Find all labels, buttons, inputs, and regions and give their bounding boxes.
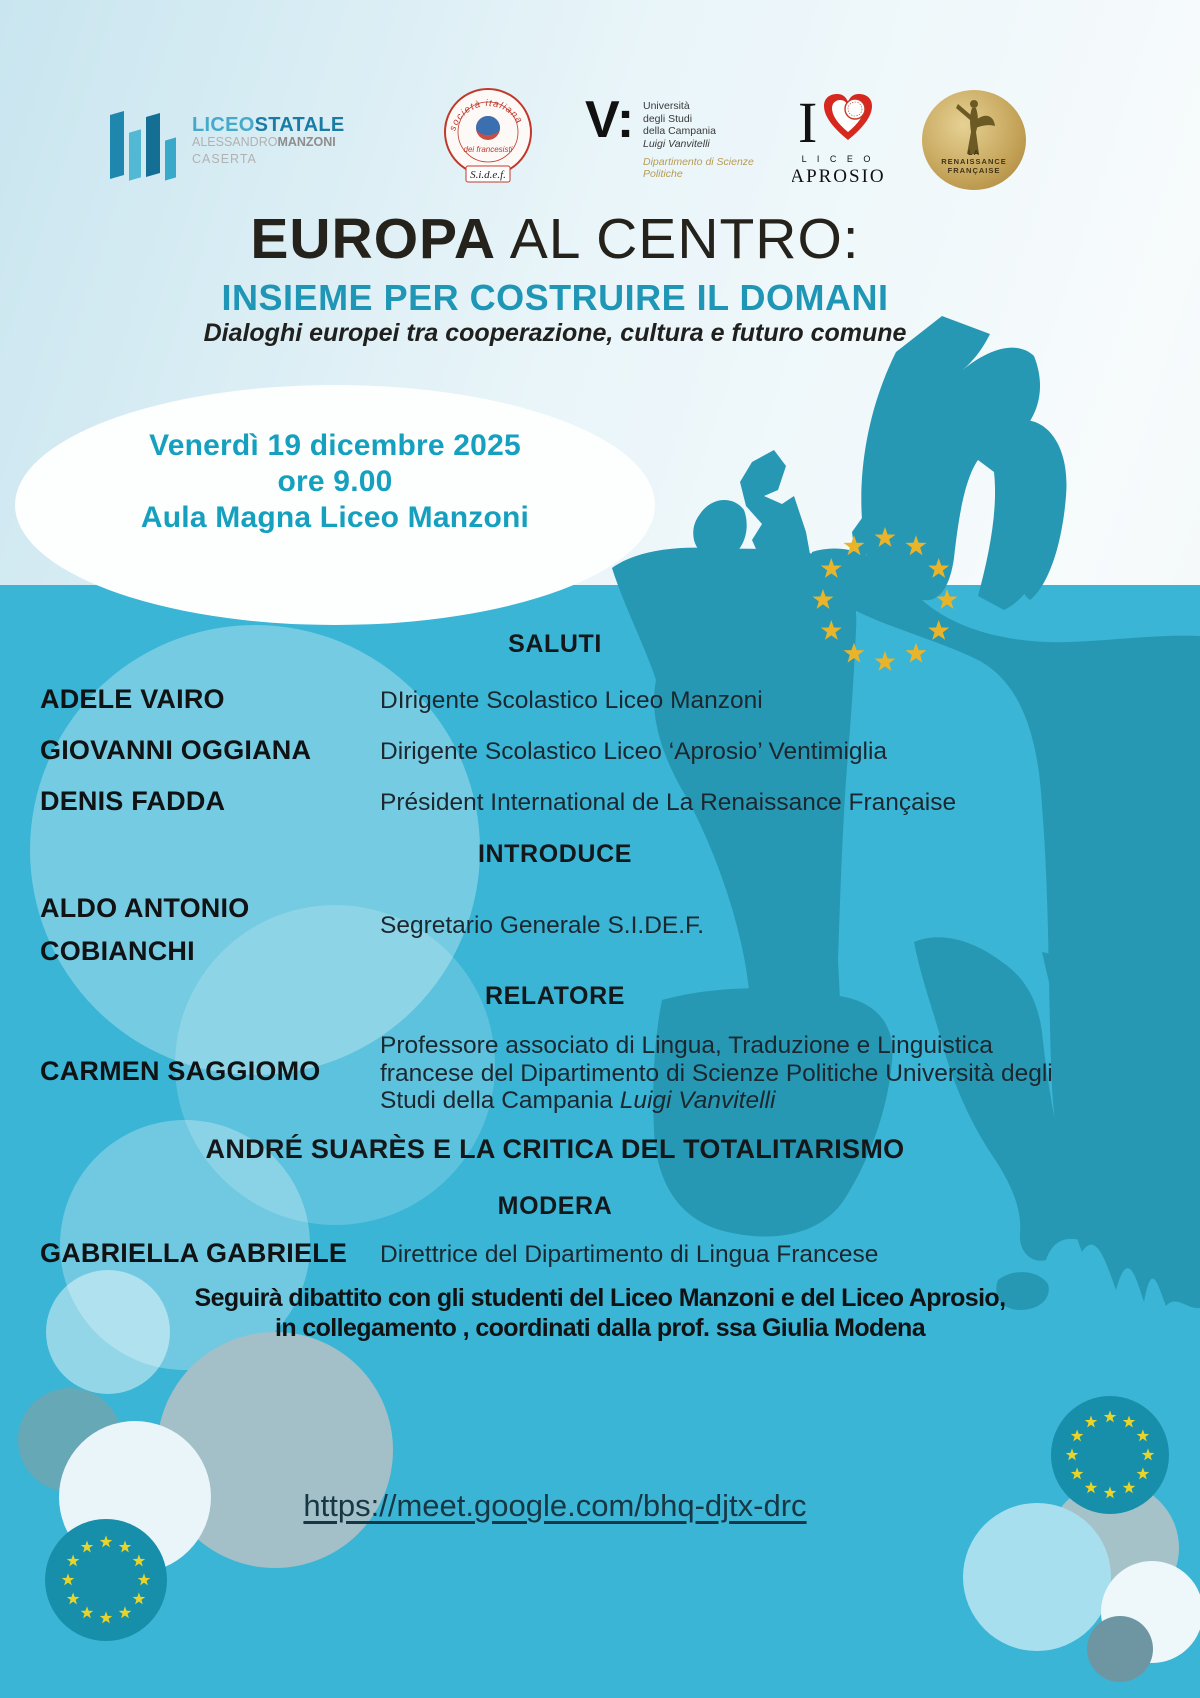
manzoni-logo-icon — [110, 105, 185, 190]
speaker-role: Direttrice del Dipartimento di Lingua Francese — [380, 1241, 879, 1268]
page-subtitle: INSIEME PER COSTRUIRE IL DOMANI — [221, 277, 889, 318]
aprosio-name: APROSIO — [792, 166, 884, 187]
logo-sidef — [440, 86, 536, 186]
vanvitelli-line2: degli Studi — [643, 112, 693, 125]
speaker-name: CARMEN SAGGIOMO — [40, 1056, 321, 1086]
event-venue: Aula Magna Liceo Manzoni — [140, 501, 530, 534]
renaissance-line2: RENAISSANCE — [941, 157, 1007, 166]
event-date: Venerdì 19 dicembre 2025 — [149, 429, 521, 462]
event-time: ore 9.00 — [277, 465, 393, 498]
event-details — [15, 428, 655, 536]
heart-icon — [824, 94, 872, 140]
section-header-modera: MODERA — [497, 1192, 613, 1220]
vanvitelli-line1: Università — [643, 100, 690, 112]
logo-liceo-manzoni — [110, 95, 345, 200]
logo-vanvitelli — [585, 91, 760, 180]
logo-renaissance-francaise — [922, 90, 1026, 190]
speaker-role — [380, 1032, 1065, 1115]
speaker-name: COBIANCHI — [40, 936, 195, 966]
renaissance-line3: FRANÇAISE — [947, 166, 1001, 175]
manzoni-line2a: ALESSANDRO — [192, 135, 278, 149]
google-meet-link[interactable]: https://meet.google.com/bhq-djtx-drc — [303, 1488, 807, 1523]
speaker-name: ALDO ANTONIO — [40, 893, 250, 923]
meet-link-container — [0, 1488, 1110, 1524]
debate-note-line2: in collegamento , coordinati dalla prof. ssa Giulia Modena — [274, 1314, 926, 1342]
manzoni-name-statale: STATALE — [254, 114, 345, 136]
title-strong: EUROPA — [250, 207, 496, 271]
relatore-role-text: Professore associato di Lingua, Traduzione e Linguistica francese del Dipartimento di Scienze Politiche Università degli Studi della Campania — [380, 1032, 1053, 1114]
sidef-arc-text: società italiana — [447, 97, 526, 133]
eu-stars-circle-icon — [43, 1517, 169, 1643]
sidef-banner-text: S.i.d.e.f. — [470, 169, 506, 181]
vanvitelli-line4: Luigi Vanvitelli — [643, 137, 710, 150]
decorative-circle — [963, 1503, 1111, 1651]
manzoni-name-liceo: LICEO — [192, 114, 255, 136]
sidef-center-text: dei francesisti — [463, 145, 513, 154]
speaker-role: DIrigente Scolastico Liceo Manzoni — [380, 687, 763, 714]
vanvitelli-line3: della Campania — [643, 125, 716, 137]
speaker-role: Dirigente Scolastico Liceo ‘Aprosio’ Ventimiglia — [380, 738, 888, 765]
talk-title: ANDRÉ SUARÈS E LA CRITICA DEL TOTALITARISMO — [205, 1134, 905, 1164]
speaker-name: DENIS FADDA — [40, 786, 226, 816]
aprosio-i: I — [798, 90, 818, 155]
angel-figure-icon — [952, 96, 996, 156]
manzoni-city: CASERTA — [192, 152, 257, 166]
aprosio-liceo: L I C E O — [801, 154, 875, 164]
speaker-role: Segretario Generale S.I.DE.F. — [380, 912, 705, 939]
renaissance-line1: LA — [968, 148, 980, 157]
speaker-name: GABRIELLA GABRIELE — [40, 1238, 348, 1268]
section-header-introduce: INTRODUCE — [477, 840, 632, 868]
speaker-name: GIOVANNI OGGIANA — [40, 735, 312, 765]
manzoni-line2b: MANZONI — [277, 135, 336, 149]
title-light: AL CENTRO: — [496, 207, 860, 271]
speaker-role: Président International de La Renaissance Française — [380, 789, 957, 816]
speaker-name: ADELE VAIRO — [40, 684, 225, 714]
relatore-role-emphasis: Luigi Vanvitelli — [619, 1087, 776, 1114]
debate-note-line1: Seguirà dibattito con gli studenti del Liceo Manzoni e del Liceo Aprosio, — [194, 1284, 1006, 1312]
vanvitelli-department: Dipartimento di Scienze Politiche — [643, 156, 754, 180]
page-title — [0, 206, 1110, 272]
section-header-relatore: RELATORE — [485, 982, 625, 1010]
logo-liceo-aprosio — [792, 90, 884, 188]
page-tagline: Dialoghi europei tra cooperazione, cultura e futuro comune — [203, 319, 907, 347]
vanvitelli-mark: V: — [585, 91, 635, 149]
decorative-circle — [1087, 1616, 1153, 1682]
section-header-saluti: SALUTI — [508, 630, 602, 658]
